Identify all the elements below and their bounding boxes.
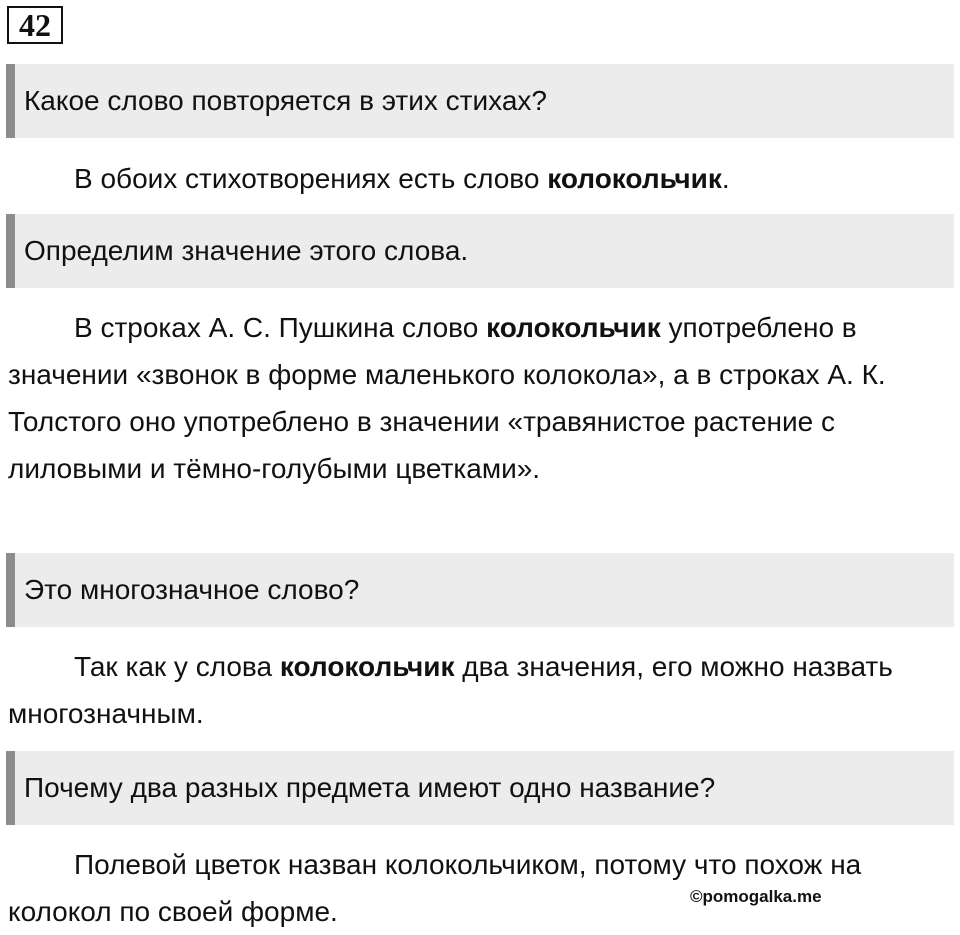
answer-3-text-post: два значения, его можно назвать многозначным. (8, 651, 893, 729)
answer-2-text-post: употреблено в значении «звонок в форме маленького колокола», а в строках А. К. Толстого оно употреблено в значении «травянистое растение с лиловыми и тёмно-голубыми цветками». (8, 312, 886, 484)
answer-1 (8, 155, 948, 202)
question-3-text: Это многозначное слово? (24, 574, 360, 605)
answer-2-keyword: колокольчик (486, 312, 661, 343)
question-2 (6, 214, 954, 288)
answer-1-text-post: . (721, 163, 730, 194)
answer-1-text-pre: В обоих стихотворениях есть слово (74, 163, 548, 194)
question-1 (6, 64, 954, 138)
watermark-credit: ©pomogalka.me (690, 887, 822, 906)
answer-2 (8, 304, 948, 492)
answer-3 (8, 643, 948, 737)
question-1-text: Какое слово повторяется в этих стихах? (24, 85, 547, 116)
question-4-text: Почему два разных предмета имеют одно название? (24, 772, 716, 803)
answer-3-keyword: колокольчик (279, 651, 455, 682)
answer-1-keyword: колокольчик (547, 163, 722, 194)
answer-4-text-pre: Полевой цветок назван колокольчиком, потому что похож на колокол по своей форме. (8, 849, 862, 927)
question-2-text: Определим значение этого слова. (24, 235, 469, 266)
answer-2-text-pre: В строках А. С. Пушкина слово (74, 312, 487, 343)
task-number: 42 (7, 6, 63, 44)
question-4 (6, 751, 954, 825)
answer-3-text-pre: Так как у слова (74, 651, 280, 682)
question-3 (6, 553, 954, 627)
